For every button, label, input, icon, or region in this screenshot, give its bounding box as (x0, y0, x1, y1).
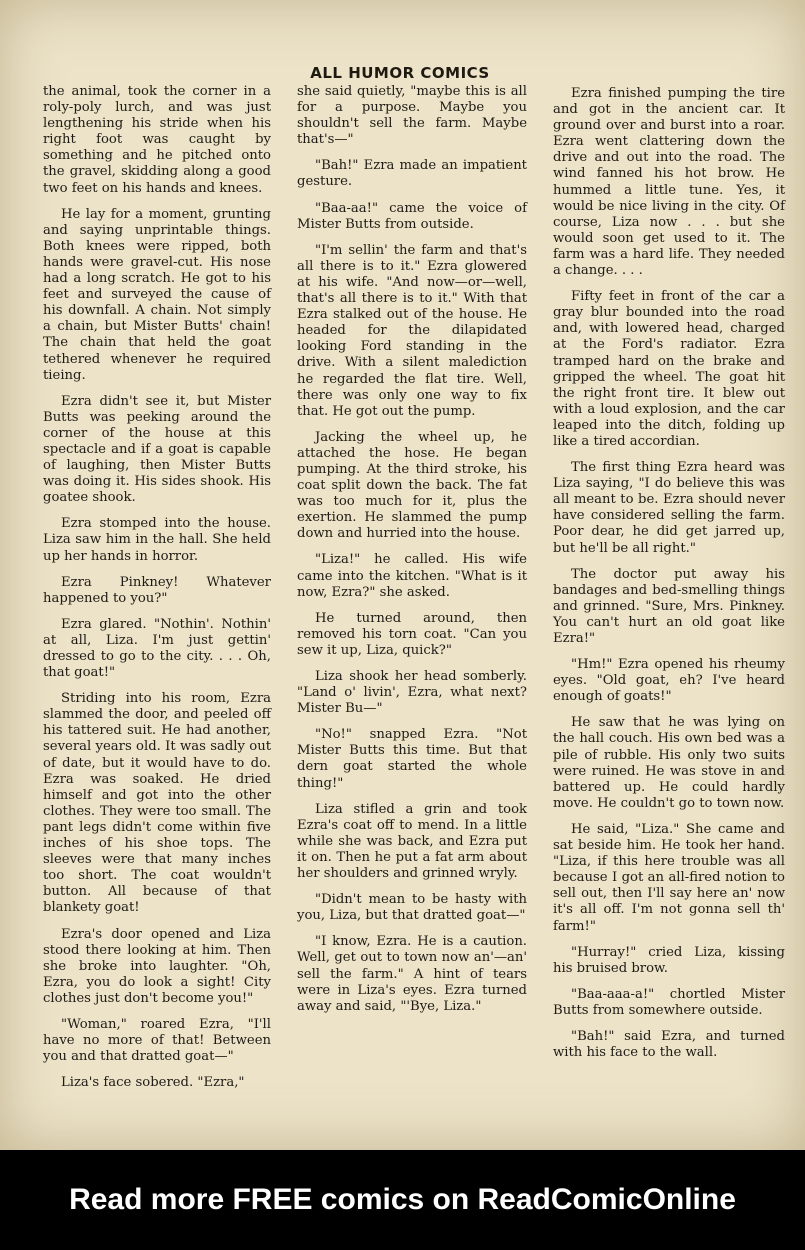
paragraph: the animal, took the corner in a roly-poly lurch, and was just lengthening his stride when his right foot was caught by something and he pitched onto the gravel, skidding along a good two feet on his hands and knees. (43, 84, 271, 196)
paragraph: He said, "Liza." She came and sat beside him. He took her hand. "Liza, if this here trouble was all because I got an all-fired notion to sell out, then I'll say here an' now it's all off. I'm not gonna sell th' farm!" (553, 821, 785, 934)
text-column-1 (43, 84, 271, 1101)
paragraph: "Baa-aa!" came the voice of Mister Butts from outside. (297, 200, 527, 232)
paragraph: Liza shook her head somberly. "Land o' livin', Ezra, what next? Mister Bu—" (297, 669, 527, 717)
text-column-3 (553, 86, 785, 1071)
paragraph: Ezra stomped into the house. Liza saw him in the hall. She held up her hands in horror. (43, 516, 271, 564)
paragraph: "I know, Ezra. He is a caution. Well, get out to town now an'—an' sell the farm." A hint of tears were in Liza's eyes. Ezra turned away and said, "'Bye, Liza." (297, 934, 527, 1014)
paragraph: "Woman," roared Ezra, "I'll have no more of that! Between you and that dratted goat—" (43, 1016, 271, 1065)
paragraph: Ezra glared. "Nothin'. Nothin' at all, Liza. I'm just gettin' dressed to go to the city. . . . Oh, that goat!" (43, 616, 271, 681)
paragraph: "I'm sellin' the farm and that's all there is to it." Ezra glowered at his wife. "And now—or—well, that's all there is to it." With that Ezra stalked out of the house. He headed for the dilapidated looking Ford standing in the drive. With a silent malediction he regarded the flat tire. Well, there was only one way to fix that. He got out the pump. (297, 242, 527, 419)
paragraph: Ezra's door opened and Liza stood there looking at him. Then she broke into laughter. "Oh, Ezra, you do look a sight! City clothes just don't become you!" (43, 926, 271, 1006)
text-column-2 (297, 84, 527, 1025)
paragraph: The doctor put away his bandages and bed-smelling things and grinned. "Sure, Mrs. Pinkney. You can't hurt an old goat like Ezra!" (553, 566, 785, 646)
paragraph: "Hurray!" cried Liza, kissing his bruised brow. (553, 944, 785, 976)
paragraph: Jacking the wheel up, he attached the hose. He began pumping. At the third stroke, his coat split down the back. The fat was too much for it, plus the exertion. He slammed the pump down and hurried into the house. (297, 429, 527, 542)
paragraph: "Didn't mean to be hasty with you, Liza, but that dratted goat—" (297, 892, 527, 924)
paragraph: "Hm!" Ezra opened his rheumy eyes. "Old goat, eh? I've heard enough of goats!" (553, 657, 785, 705)
paragraph: He saw that he was lying on the hall couch. His own bed was a pile of rubble. His only two suits were ruined. He was stove in and battered up. He could hardly move. He couldn't go to town now. (553, 715, 785, 811)
page-title: ALL HUMOR COMICS (310, 64, 490, 82)
paragraph: He turned around, then removed his torn coat. "Can you sew it up, Liza, quick?" (297, 610, 527, 658)
paragraph: Liza stifled a grin and took Ezra's coat off to mend. In a little while she was back, and Ezra put it on. Then he put a fat arm about her shoulders and grinned wryly. (297, 801, 527, 882)
paragraph: Liza's face sobered. "Ezra," (61, 1075, 245, 1091)
paragraph: He lay for a moment, grunting and saying unprintable things. Both knees were ripped, both hands were gravel-cut. His nose had a long scratch. He got to his feet and surveyed the cause of his downfall. A chain. Not simply a chain, but Mister Butts' chain! The chain that held the goat tethered whenever he required tieing. (43, 206, 271, 383)
paragraph: Striding into his room, Ezra slammed the door, and peeled off his tattered suit. He had another, several years old. It was sadly out of date, but it would have to do. Ezra was soaked. He dried himself and got into the other clothes. They were too small. The pant legs didn't come within five inches of his shoe tops. The sleeves were that many inches too short. The coat wouldn't button. All because of that blankety goat! (43, 691, 271, 916)
paragraph: "Liza!" he called. His wife came into the kitchen. "What is it now, Ezra?" she asked. (297, 552, 527, 600)
promo-banner (0, 1150, 805, 1250)
paragraph: The first thing Ezra heard was Liza saying, "I do believe this was all meant to be. Ezra should never have considered selling the farm. Poor dear, he did get jarred up, but he'll be all right." (553, 460, 785, 556)
promo-banner-text: Read more FREE comics on ReadComicOnline (69, 1183, 736, 1216)
paragraph: "No!" snapped Ezra. "Not Mister Butts this time. But that dern goat started the whole thing!" (297, 727, 527, 791)
paragraph: "Baa-aaa-a!" chortled Mister Butts from somewhere outside. (553, 986, 785, 1018)
paragraph: "Bah!" said Ezra, and turned with his face to the wall. (553, 1028, 785, 1061)
paragraph: she said quietly, "maybe this is all for a purpose. Maybe you shouldn't sell the farm. Maybe that's—" (297, 84, 527, 148)
paragraph: Ezra Pinkney! Whatever happened to you?" (43, 574, 271, 606)
paragraph: Ezra finished pumping the tire and got in the ancient car. It ground over and burst into a roar. Ezra went clattering down the drive and out into the road. The wind fanned his hot brow. He hummed a little tune. Yes, it would be nice living in the city. Of course, Liza now . . . but she would soon get used to it. The farm was a hard life. They needed a change. . . . (553, 86, 785, 279)
paragraph: Ezra didn't see it, but Mister Butts was peeking around the corner of the house at this spectacle and if a goat is capable of laughing, then Mister Butts was doing it. His sides shook. His goatee shook. (43, 393, 271, 506)
paragraph: "Bah!" Ezra made an impatient gesture. (297, 158, 527, 190)
paragraph: Fifty feet in front of the car a gray blur bounded into the road and, with lowered head, charged at the Ford's radiator. Ezra tramped hard on the brake and gripped the wheel. The goat hit the right front tire. It blew out with a loud explosion, and the car leaped into the ditch, folding up like a tired accordian. (553, 289, 785, 449)
